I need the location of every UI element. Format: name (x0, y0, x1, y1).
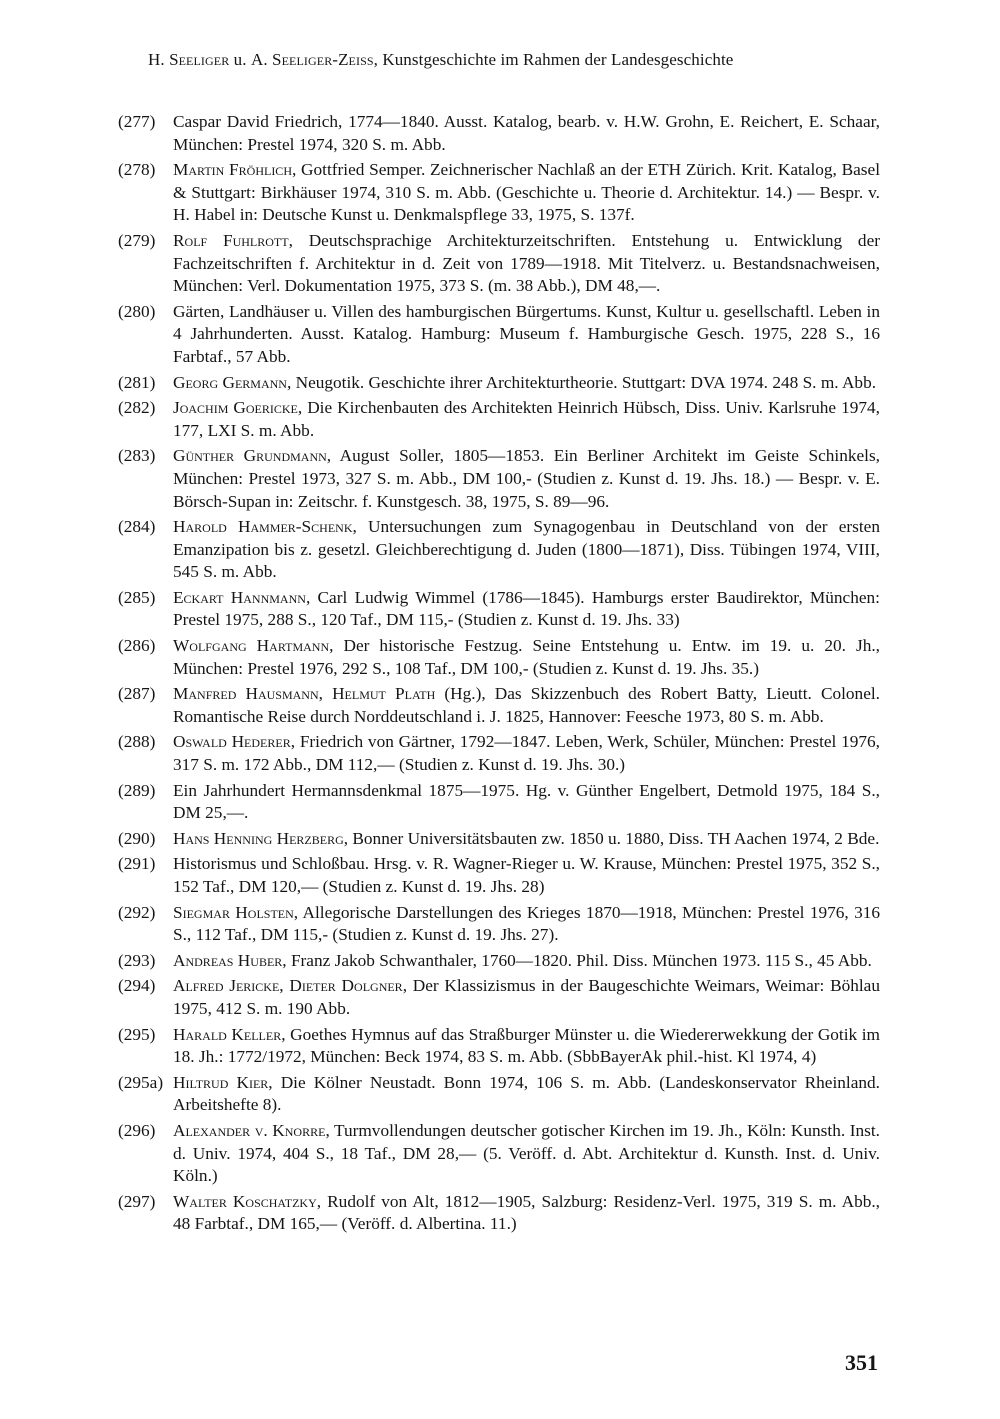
bibliography-list (118, 111, 880, 1239)
entry-number: (291) (118, 854, 156, 874)
bibliography-entry (118, 230, 880, 298)
entry-number: (295) (118, 1024, 156, 1044)
bibliography-entry (118, 445, 880, 513)
entry-number: (284) (118, 517, 156, 537)
entry-number: (296) (118, 1120, 156, 1140)
bibliography-entry (118, 301, 880, 369)
page-number: 351 (845, 1350, 878, 1375)
entry-author: Harald Keller (173, 1024, 282, 1044)
entry-number: (290) (118, 828, 156, 848)
entry-author: Günther Grundmann (173, 446, 327, 466)
bibliography-entry (118, 1024, 880, 1069)
bibliography-entry (118, 1120, 880, 1188)
entry-author: Oswald Hederer (173, 732, 291, 752)
entry-number: (297) (118, 1191, 156, 1211)
entry-number: (295a) (118, 1072, 164, 1092)
header-author-2: A. Seeliger-Zeiss (250, 50, 374, 69)
entry-number: (279) (118, 230, 156, 250)
bibliography-entry (118, 683, 880, 728)
bibliography-entry (118, 950, 880, 973)
entry-author: Rolf Fuhlrott (173, 230, 289, 250)
entry-author: Joachim Goericke (173, 398, 298, 418)
bibliography-entry (118, 780, 880, 825)
entry-text: , Gottfried Semper. Zeichnerischer Nachlaß an der ETH Zürich. Krit. Katalog, Basel & Stuttgart: Birkhäuser 1974, 310 S. m. Abb. (Geschichte u. Theorie d. Architektur. 14.) — Bespr. v. H. Habel in: Deutsche Kunst u. Denkmalspflege 33, 1975, S. 137f. (173, 160, 880, 225)
bibliography-entry (118, 853, 880, 898)
entry-number: (294) (118, 976, 156, 996)
entry-author: Georg Germann (173, 372, 287, 392)
bibliography-entry (118, 1191, 880, 1236)
entry-text: , Neugotik. Geschichte ihrer Architekturtheorie. Stuttgart: DVA 1974. 248 S. m. Abb. (286, 372, 877, 392)
entry-author: Harold Hammer-Schenk (173, 517, 353, 537)
bibliography-entry (118, 397, 880, 442)
header-author-1: H. Seeliger (148, 50, 230, 69)
entry-number: (293) (118, 950, 156, 970)
entry-text: Caspar David Friedrich, 1774—1840. Ausst. Katalog, bearb. v. H.W. Grohn, E. Reichert, E. Schaar, München: Prestel 1974, 320 S. m. Abb. (173, 112, 880, 154)
bibliography-entry (118, 635, 880, 680)
entry-text: , Bonner Universitätsbauten zw. 1850 u. 1880, Diss. TH Aachen 1974, 2 Bde. (343, 828, 880, 848)
entry-author: Hans Henning Herzberg (173, 828, 344, 848)
entry-text: (Hg.), Das Skizzenbuch des Robert Batty, Lieutt. Colonel. Romantische Reise durch Norddeutschland i. J. 1825, Hannover: Feesche 1973, 80 S. m. Abb. (173, 684, 880, 726)
bibliography-entry (118, 1072, 880, 1117)
running-header (148, 48, 868, 72)
entry-author: Alexander v. Knorre (173, 1120, 326, 1140)
entry-number: (285) (118, 587, 156, 607)
entry-number: (286) (118, 636, 156, 656)
entry-text: , Die Kölner Neustadt. Bonn 1974, 106 S. m. Abb. (Landeskonservator Rheinland. Arbeitshefte 8). (173, 1072, 880, 1115)
entry-author: Andreas Huber (173, 950, 283, 970)
entry-text: , Friedrich von Gärtner, 1792—1847. Leben, Werk, Schüler, München: Prestel 1976, 317 S. m. 172 Abb., DM 112,— (Studien z. Kunst d. 19. Jhs. 30.) (173, 732, 880, 775)
entry-author: Siegmar Holsten (173, 902, 294, 922)
entry-author: Eckart Hannmann (173, 587, 306, 607)
entry-text: Gärten, Landhäuser u. Villen des hamburgischen Bürgertums. Kunst, Kultur u. gesellschaftl. Leben in 4 Jahrhunderten. Ausst. Katalog. Hamburg: Museum f. Hamburgische Gesch. 1975, 228 S., 16 Farbtaf., 57 Abb. (173, 301, 880, 366)
bibliography-entry (118, 975, 880, 1020)
bibliography-entry (118, 902, 880, 947)
entry-number: (287) (118, 684, 156, 704)
entry-text: , Deutschsprachige Architekturzeitschriften. Entstehung u. Entwicklung der Fachzeitschriften f. Architektur in d. Zeit von 1789—1918. Mit Titelverz. u. Bestandsnachweisen, München: Verl. Dokumentation 1975, 373 S. (m. 38 Abb.), DM 48,—. (173, 230, 880, 296)
entry-text: , Carl Ludwig Wimmel (1786—1845). Hamburgs erster Baudirektor, München: Prestel 1975, 288 S., 120 Taf., DM 115,- (Studien z. Kunst d. 19. Jhs. 33) (173, 587, 880, 630)
bibliography-entry (118, 731, 880, 776)
entry-author: Martin Fröhlich (173, 160, 292, 180)
entry-text: Ein Jahrhundert Hermannsdenkmal 1875—1975. Hg. v. Günther Engelbert, Detmold 1975, 184 S., DM 25,—. (173, 780, 880, 823)
bibliography-entry (118, 587, 880, 632)
bibliography-entry (118, 372, 880, 395)
entry-text: Historismus und Schloßbau. Hrsg. v. R. Wagner-Rieger u. W. Krause, München: Prestel 1975, 352 S., 152 Taf., DM 120,— (Studien z. Kunst d. 19. Jhs. 28) (173, 854, 880, 896)
header-title: , Kunstgeschichte im Rahmen der Landesgeschichte (373, 50, 734, 69)
entry-author: Wolfgang Hartmann (173, 636, 330, 656)
entry-author: Alfred Jericke, Dieter Dolgner (173, 976, 403, 996)
entry-number: (288) (118, 732, 156, 752)
bibliography-entry (118, 159, 880, 227)
entry-number: (278) (118, 160, 156, 180)
header-conjunction: u. (229, 50, 251, 69)
entry-number: (292) (118, 902, 156, 922)
entry-author: Hiltrud Kier (173, 1072, 269, 1092)
entry-author: Manfred Hausmann, Helmut Plath (173, 684, 436, 704)
entry-text: , Allegorische Darstellungen des Krieges 1870—1918, München: Prestel 1976, 316 S., 112 Taf., DM 115,- (Studien z. Kunst d. 19. Jhs. 27). (173, 902, 880, 945)
entry-author: Walter Koschatzky (173, 1191, 317, 1211)
entry-number: (280) (118, 301, 156, 321)
entry-number: (281) (118, 372, 156, 392)
entry-number: (289) (118, 780, 156, 800)
entry-text: , Untersuchungen zum Synagogenbau in Deutschland von der ersten Emanzipation bis z. gesetzl. Gleichberechtigung d. Juden (1800—1871), Diss. Tübingen 1974, VIII, 545 S. m. Abb. (173, 517, 880, 582)
entry-text: , Rudolf von Alt, 1812—1905, Salzburg: Residenz-Verl. 1975, 319 S. m. Abb., 48 Farbtaf., DM 165,— (Veröff. d. Albertina. 11.) (173, 1191, 880, 1234)
entry-number: (282) (118, 398, 156, 418)
bibliography-entry (118, 111, 880, 156)
entry-number: (283) (118, 446, 156, 466)
entry-text: , August Soller, 1805—1853. Ein Berliner Architekt im Geiste Schinkels, München: Prestel 1973, 327 S. m. Abb., DM 100,- (Studien z. Kunst d. 19. Jhs. 18.) — Bespr. v. E. Börsch-Supan in: Zeitschr. f. Kunstgesch. 38, 1975, S. 89—96. (173, 446, 880, 511)
entry-number: (277) (118, 112, 156, 131)
entry-text: , Franz Jakob Schwanthaler, 1760—1820. Phil. Diss. München 1973. 115 S., 45 Abb. (282, 950, 872, 970)
entry-text: , Die Kirchenbauten des Architekten Heinrich Hübsch, Diss. Univ. Karlsruhe 1974, 177, LXI S. m. Abb. (173, 398, 880, 440)
bibliography-entry (118, 828, 880, 851)
bibliography-entry (118, 516, 880, 584)
entry-text: , Goethes Hymnus auf das Straßburger Münster u. die Wiedererwekkung der Gotik im 18. Jh.: 1772/1972, München: Beck 1974, 83 S. m. Abb. (SbbBayerAk phil.-hist. Kl 1974, 4) (173, 1024, 881, 1067)
entry-text: , Der historische Festzug. Seine Entstehung u. Entw. im 19. u. 20. Jh., München: Prestel 1976, 292 S., 108 Taf., DM 100,- (Studien z. Kunst d. 19. Jhs. 35.) (173, 636, 880, 678)
entry-text: , Der Klassizismus in der Baugeschichte Weimars, Weimar: Böhlau 1975, 412 S. m. 190 Abb. (173, 976, 880, 1018)
entry-text: , Turmvollendungen deutscher gotischer Kirchen im 19. Jh., Köln: Kunsth. Inst. d. Univ. 1974, 404 S., 18 Taf., DM 28,— (5. Veröff. d. Abt. Architektur d. Kunsth. Inst. d. Univ. Köln.) (173, 1120, 880, 1186)
